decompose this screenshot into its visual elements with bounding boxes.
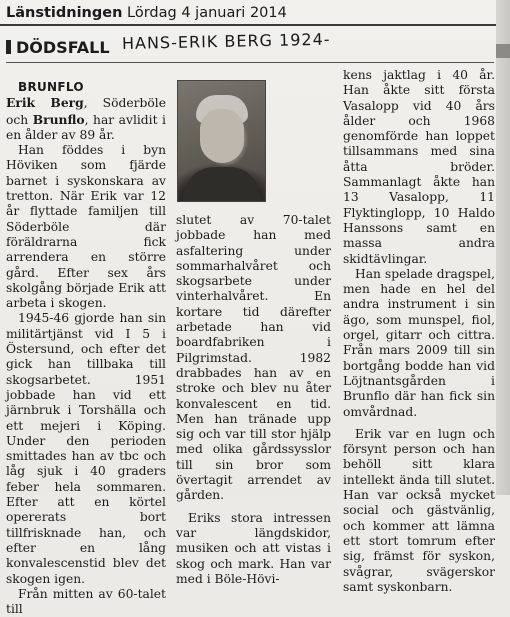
masthead-rule [0,24,497,26]
portrait-photo [177,80,266,202]
handwritten-note: HANS-ERIK BERG 1924- [121,29,331,53]
photo-shirt [184,167,260,201]
paper-name: Länstidningen [6,5,123,21]
paragraph: slutet av 70-talet jobbade han med asfaltering under sommarhalvåret och skogsarbete under vinterhalvåret. En kortare tid därefter arbetade han vid boardfabriken i Pilgrimstad. 1982 drabbades han av en stroke och blev nu åter konvalescent en tid. Men han tränade upp sig och var till stor hjälp med olika gårdssysslor till sin bror som övertagit arrendet av gården. [176,213,331,503]
adjacent-page-strip [496,44,510,58]
paragraph: Erik var en lugn och försynt person och han behöll sitt klara intellekt ända till slutet. Han var också mycket social och gästvänlig, och kommer att lämna ett stort tomrum efter sig, främst för syskon, svågrar, svägerskor samt syskonbarn. [343,426,495,594]
lead-text-1: , Söderböle och [6,96,166,127]
paragraph: Eriks stora intressen var längdskidor, musiken och att vistas i skog och mark. Han var med i Böle-Hövi- [176,510,331,586]
lead-text-2: , har avlidit i en ålder av 89 år. [6,112,166,142]
column-3 [343,68,495,595]
adjacent-page-edge [496,0,510,495]
kicker: BRUNFLO [18,80,84,94]
column-1 [6,80,166,617]
paragraph: Han spelade dragspel, men hade en hel del andra instrument i sin ägo, som munspel, fiol, orgel, gitarr och cittra. Från mars 2009 till sin bortgång bodde han vid Löjtnantsgården i Brunflo där han fick sin omvårdnad. [343,266,495,419]
section-rule [6,62,494,63]
section-bar-icon [6,40,11,54]
section-header [6,37,110,59]
section-title: DÖDSFALL [16,38,110,57]
lead-place: Brunflo [32,111,85,127]
publication-date: Lördag 4 januari 2014 [127,5,287,21]
paragraph: Från mitten av 60-talet till [6,586,166,617]
paragraph: kens jaktlag i 40 år. Han åkte sitt första Vasalopp vid 40 års ålder och 1968 genomförde han loppet tillsammans med sina åtta bröder. Sammanlagt åkte han 13 Vasalopp, 11 Flyktinglopp, 10 Haldo Hanssons samt en massa andra skidtävlingar. [343,68,495,266]
masthead [6,2,287,24]
deceased-name: Erik Berg [6,95,84,111]
paragraph: 1945-46 gjorde han sin militärtjänst vid I 5 i Östersund, och efter det gick han tillbaka till skogsarbetet. 1951 jobbade han vid ett järnbruk i Torshälla och ett mejeri i Köping. Under den perioden smittades han av tbc och låg sjuk i 40 graders feber hela sommaren. Efter att en körtel opererats bort tillfrisknade han, och efter en lång konvalescenstid blev det skogen igen. [6,311,166,586]
lead-paragraph [6,95,166,143]
photo-face [200,109,244,163]
column-2 [176,213,331,587]
paragraph: Han föddes i byn Höviken som fjärde barnet i syskonskara av tretton. När Erik var 12 år flyttade familjen till Söderböle där föräldrarna fick arrendera en större gård. Efter sex års skolgång började Erik att arbeta i skogen. [6,143,166,311]
